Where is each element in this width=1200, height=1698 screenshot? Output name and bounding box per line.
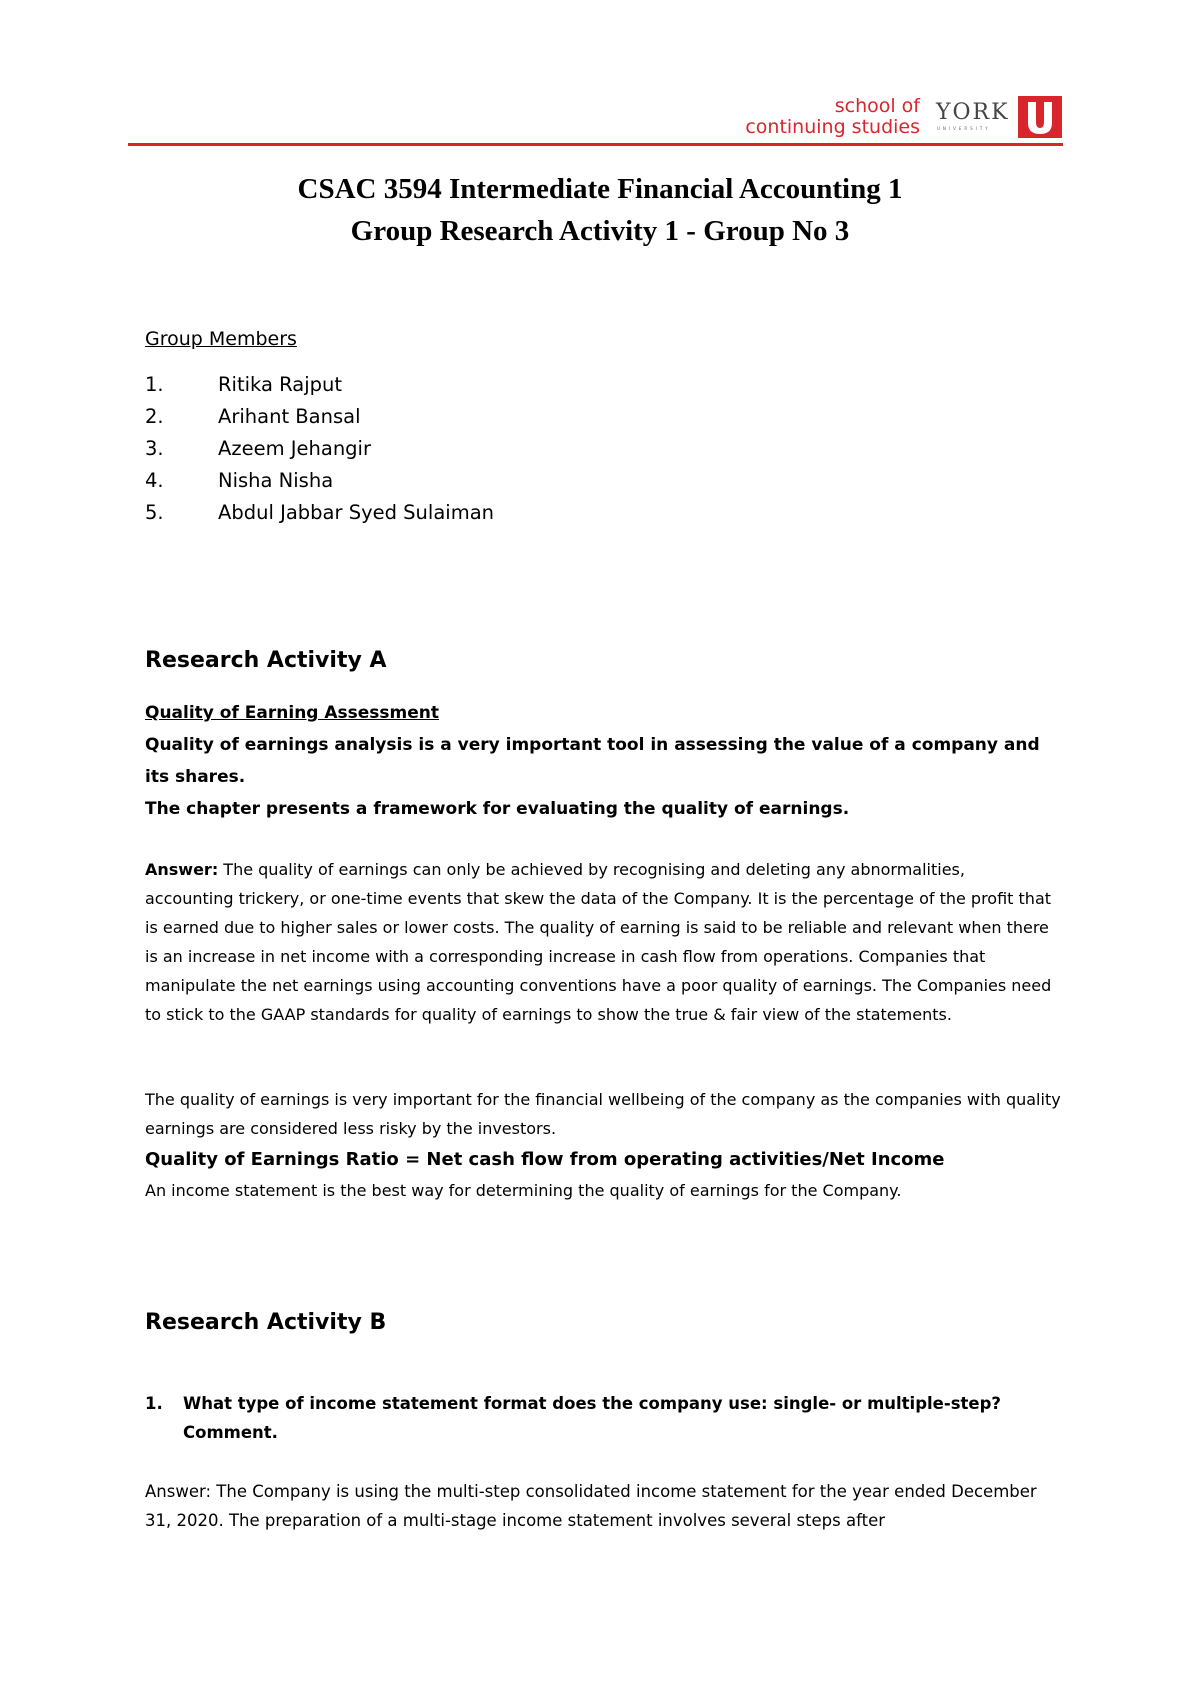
member-number: 1. <box>145 373 164 396</box>
answer-paragraph <box>145 855 1055 1029</box>
member-item <box>145 469 333 492</box>
member-number: 4. <box>145 469 164 492</box>
question-text: What type of income statement format does the company use: single- or multiple-step? <box>183 1394 1001 1413</box>
logo-school-text <box>740 96 920 138</box>
research-activity-b-heading: Research Activity B <box>145 1310 387 1335</box>
question-text-cont: Comment. <box>183 1423 278 1442</box>
importance-paragraph: The quality of earnings is very important for the financial wellbeing of the company as the companies with quality earnings are considered less risky by the investors. <box>145 1090 1061 1138</box>
question-number: 1. <box>145 1394 163 1413</box>
question-item <box>145 1389 1045 1447</box>
member-item <box>145 405 361 428</box>
page-subtitle: Group Research Activity 1 - Group No 3 <box>350 215 850 247</box>
member-number: 3. <box>145 437 164 460</box>
research-activity-a-heading: Research Activity A <box>145 648 387 673</box>
member-item <box>145 437 371 460</box>
logo-york-wordmark: YORK <box>936 100 1010 125</box>
logo-line2: continuing studies <box>745 116 920 138</box>
answer-b-paragraph: Answer: The Company is using the multi-step consolidated income statement for the year ended December 31, 2020. The preparation of a multi-stage income statement involves several steps after <box>145 1482 1037 1530</box>
member-name: Azeem Jehangir <box>218 437 371 460</box>
income-statement-note: An income statement is the best way for determining the quality of earnings for the Company. <box>145 1181 902 1200</box>
logo-university-wordmark: UNIVERSITY <box>937 126 991 131</box>
member-name: Abdul Jabbar Syed Sulaiman <box>218 501 495 524</box>
member-number: 5. <box>145 501 164 524</box>
member-name: Ritika Rajput <box>218 373 342 396</box>
header-divider <box>128 143 1063 146</box>
member-number: 2. <box>145 405 164 428</box>
intro-paragraph-2: The chapter presents a framework for evaluating the quality of earnings. <box>145 799 850 819</box>
answer-text: The quality of earnings can only be achieved by recognising and deleting any abnormalities, accounting trickery, or one-time events that skew the data of the Company. It is the percentage of the profit that is earned due to higher sales or lower costs. The quality of earning is said to be reliable and relevant when there is an increase in net income with a corresponding increase in cash flow from operations. Companies that manipulate the net earnings using accounting conventions have a poor quality of earnings. The Companies need to stick to the GAAP standards for quality of earnings to show the true & fair view of the statements. <box>145 860 1052 1024</box>
member-item <box>145 373 342 396</box>
page-title: CSAC 3594 Intermediate Financial Accounting 1 <box>297 173 903 205</box>
logo-line1: school of <box>834 95 920 117</box>
earnings-ratio-formula: Quality of Earnings Ratio = Net cash flow from operating activities/Net Income <box>145 1149 945 1170</box>
member-name: Nisha Nisha <box>218 469 334 492</box>
intro-paragraph-1: Quality of earnings analysis is a very important tool in assessing the value of a company and its shares. <box>145 735 1040 787</box>
group-members-heading: Group Members <box>145 328 297 350</box>
york-logo <box>740 96 1070 142</box>
york-u-icon <box>1018 96 1062 138</box>
quality-assessment-heading: Quality of Earning Assessment <box>145 703 440 723</box>
member-name: Arihant Bansal <box>218 405 361 428</box>
answer-label: Answer: <box>145 860 219 879</box>
member-item <box>145 501 494 524</box>
